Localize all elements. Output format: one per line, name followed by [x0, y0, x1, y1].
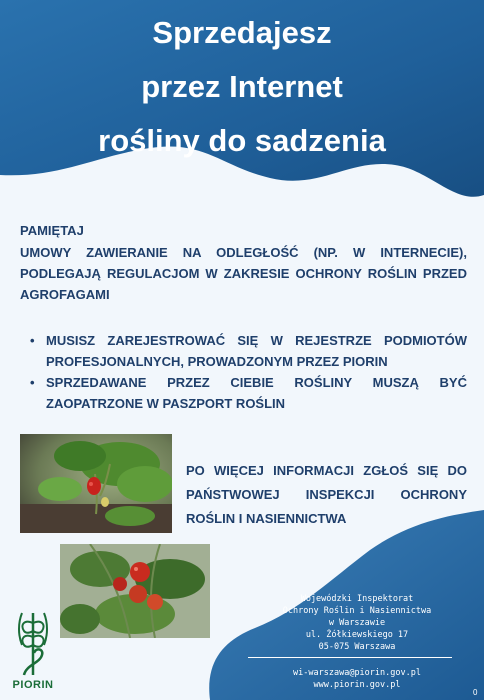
- list-item-text: MUSISZ ZAREJESTROWAĆ SIĘ W REJESTRZE PODMIOTÓW PROFESJONALNYCH, PROWADZONYM PRZEZ PIORIN: [46, 333, 467, 369]
- page-number: 0: [473, 688, 478, 697]
- email-link[interactable]: wi-warszawa@piorin.gov.pl: [293, 668, 421, 678]
- list-item: [30, 372, 467, 414]
- requirements-list: [30, 330, 467, 414]
- address-line: ul. Żółkiewskiego 17: [305, 630, 409, 640]
- address-block: [262, 593, 452, 653]
- address-line: 05-075 Warszawa: [318, 642, 396, 652]
- piorin-logo: [10, 605, 56, 693]
- regulation-notice: UMOWY ZAWIERANIE NA ODLEGŁOŚĆ (NP. W INTERNECIE), PODLEGAJĄ REGULACJOM W ZAKRESIE OCHRONY ROŚLIN PRZED AGROFAGAMI: [20, 245, 467, 302]
- address-line: Wojewódzki Inspektorat: [300, 594, 414, 604]
- title-line-1: Sprzedajesz: [152, 15, 332, 50]
- footer-divider: [248, 657, 452, 658]
- bullet-icon: •: [30, 375, 35, 390]
- website-link[interactable]: www.piorin.gov.pl: [313, 680, 401, 690]
- bullet-icon: •: [30, 333, 35, 348]
- poster-title: [0, 6, 484, 168]
- tomato-plant-photo: [60, 544, 210, 638]
- title-line-3: rośliny do sadzenia: [98, 123, 386, 158]
- contact-block: [262, 667, 452, 691]
- list-item-text: SPRZEDAWANE PRZEZ CIEBIE ROŚLINY MUSZĄ BYĆ ZAOPATRZONE W PASZPORT ROŚLIN: [46, 375, 467, 411]
- address-line: w Warszawie: [328, 618, 386, 628]
- wheat-emblem-icon: [10, 605, 56, 679]
- address-line: Ochrony Roślin i Nasiennictwa: [282, 606, 432, 616]
- list-item: [30, 330, 467, 372]
- logo-text: PIORIN: [12, 679, 54, 691]
- remember-heading: PAMIĘTAJ: [20, 223, 84, 238]
- title-line-2: przez Internet: [141, 69, 343, 104]
- contact-info-text: PO WIĘCEJ INFORMACJI ZGŁOŚ SIĘ DO PAŃSTWOWEJ INSPEKCJI OCHRONY ROŚLIN I NASIENNICTWA: [186, 463, 467, 526]
